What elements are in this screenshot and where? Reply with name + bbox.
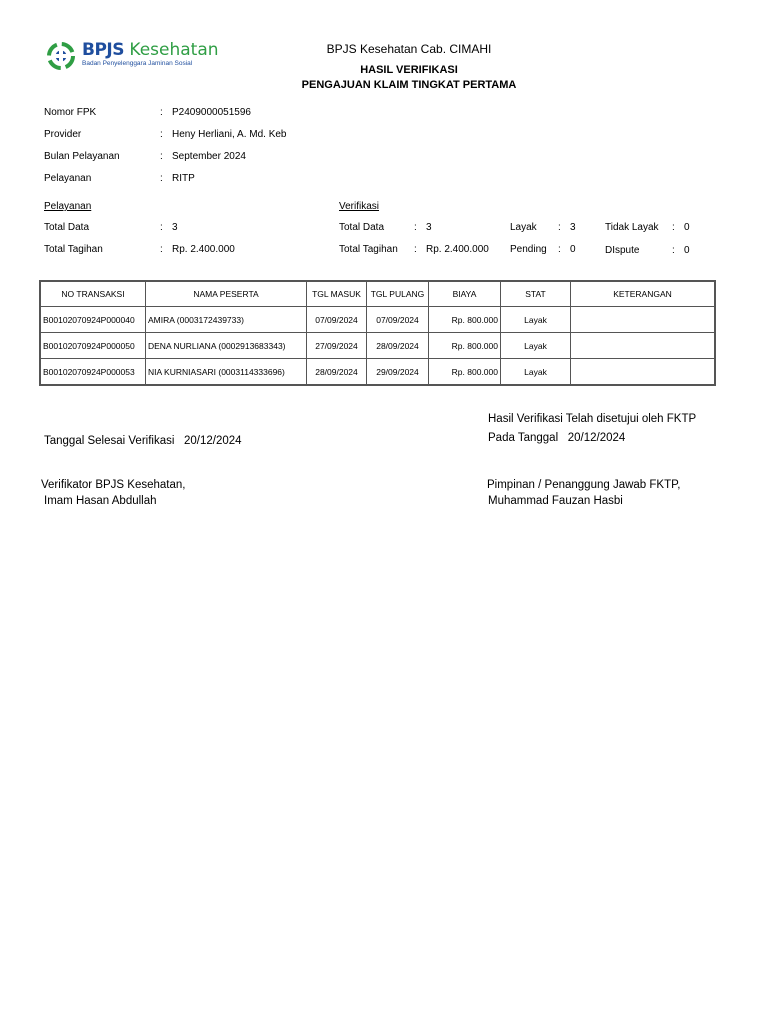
- provider-value: Heny Herliani, A. Md. Keb: [172, 129, 287, 140]
- table-row: [41, 307, 715, 333]
- table-header-row: [41, 282, 715, 307]
- cell-tgl-masuk: 07/09/2024: [307, 307, 367, 333]
- header-keterangan: KETERANGAN: [571, 282, 715, 307]
- colon: :: [558, 244, 561, 255]
- colon: :: [160, 107, 163, 118]
- tidak-layak-value: 0: [684, 222, 690, 233]
- cell-stat: Layak: [501, 307, 571, 333]
- pelayanan-value: RITP: [172, 173, 195, 184]
- colon: :: [160, 151, 163, 162]
- pada-tanggal-value: 20/12/2024: [567, 432, 626, 444]
- cell-keterangan: [571, 307, 715, 333]
- header-stat: STAT: [501, 282, 571, 307]
- cell-nama-peserta: NIA KURNIASARI (0003114333696): [146, 359, 307, 385]
- selesai-value: 20/12/2024: [184, 435, 242, 447]
- cell-biaya: Rp. 800.000: [429, 307, 501, 333]
- pel-total-data-label: Total Data: [44, 222, 90, 233]
- cell-tgl-masuk: 28/09/2024: [307, 359, 367, 385]
- cell-keterangan: [571, 359, 715, 385]
- ver-total-data-label: Total Data: [339, 222, 385, 233]
- cell-no-transaksi: B00102070924P000050: [41, 333, 146, 359]
- pel-total-tagihan-label: Total Tagihan: [44, 244, 103, 255]
- layak-value: 3: [570, 222, 576, 233]
- layak-label: Layak: [510, 222, 537, 233]
- verifikasi-section-title: Verifikasi: [339, 201, 380, 212]
- verifikator-name: Imam Hasan Abdullah: [44, 495, 157, 507]
- header-no-transaksi: NO TRANSAKSI: [41, 282, 146, 307]
- cell-tgl-pulang: 07/09/2024: [367, 307, 429, 333]
- verifikator-title: Verifikator BPJS Kesehatan,: [41, 479, 186, 491]
- cell-nama-peserta: DENA NURLIANA (0002913683343): [146, 333, 307, 359]
- cell-biaya: Rp. 800.000: [429, 359, 501, 385]
- header-tgl-pulang: TGL PULANG: [367, 282, 429, 307]
- cell-stat: Layak: [501, 359, 571, 385]
- cell-no-transaksi: B00102070924P000053: [41, 359, 146, 385]
- cell-nama-peserta: AMIRA (0003172439733): [146, 307, 307, 333]
- bulan-label: Bulan Pelayanan: [44, 151, 120, 162]
- cell-no-transaksi: B00102070924P000040: [41, 307, 146, 333]
- pel-total-data-value: 3: [172, 222, 178, 233]
- cell-tgl-masuk: 27/09/2024: [307, 333, 367, 359]
- ver-total-tagihan-label: Total Tagihan: [339, 244, 398, 255]
- cell-keterangan: [571, 333, 715, 359]
- colon: :: [672, 222, 675, 233]
- ver-total-tagihan-value: Rp. 2.400.000: [426, 244, 489, 255]
- pimpinan-name: Muhammad Fauzan Hasbi: [488, 495, 623, 507]
- colon: :: [414, 244, 417, 255]
- document-subtitle: PENGAJUAN KLAIM TINGKAT PERTAMA: [301, 79, 517, 91]
- pimpinan-title: Pimpinan / Penanggung Jawab FKTP,: [487, 479, 681, 491]
- transaction-table: [40, 281, 715, 385]
- approval-date-line: [488, 432, 625, 444]
- colon: :: [160, 173, 163, 184]
- completion-date-line: [44, 435, 242, 447]
- colon: :: [558, 222, 561, 233]
- dispute-value: 0: [684, 245, 690, 256]
- cell-biaya: Rp. 800.000: [429, 333, 501, 359]
- pending-value: 0: [570, 244, 576, 255]
- selesai-label: Tanggal Selesai Verifikasi: [44, 435, 175, 447]
- dispute-label: DIspute: [605, 245, 640, 256]
- tidak-layak-label: Tidak Layak: [605, 222, 659, 233]
- header-biaya: BIAYA: [429, 282, 501, 307]
- table-row: [41, 333, 715, 359]
- pending-label: Pending: [510, 244, 547, 255]
- ver-total-data-value: 3: [426, 222, 432, 233]
- colon: :: [160, 244, 163, 255]
- provider-label: Provider: [44, 129, 82, 140]
- brand-primary: BPJS: [82, 40, 124, 60]
- pelayanan-label: Pelayanan: [44, 173, 92, 184]
- header-tgl-masuk: TGL MASUK: [307, 282, 367, 307]
- brand-secondary: Kesehatan: [129, 40, 219, 60]
- pel-total-tagihan-value: Rp. 2.400.000: [172, 244, 235, 255]
- nomor-fpk-label: Nomor FPK: [44, 107, 97, 118]
- pada-tanggal-label: Pada Tanggal: [488, 432, 559, 444]
- cell-stat: Layak: [501, 333, 571, 359]
- cell-tgl-pulang: 29/09/2024: [367, 359, 429, 385]
- document-title: HASIL VERIFIKASI: [360, 64, 458, 76]
- colon: :: [160, 129, 163, 140]
- colon: :: [672, 245, 675, 256]
- bulan-value: September 2024: [172, 151, 246, 162]
- header-nama-peserta: NAMA PESERTA: [146, 282, 307, 307]
- nomor-fpk-value: P2409000051596: [172, 107, 251, 118]
- table-row: [41, 359, 715, 385]
- cell-tgl-pulang: 28/09/2024: [367, 333, 429, 359]
- approval-statement: Hasil Verifikasi Telah disetujui oleh FKTP: [488, 413, 697, 425]
- branch-name: BPJS Kesehatan Cab. CIMAHI: [326, 42, 492, 56]
- colon: :: [160, 222, 163, 233]
- brand-tagline: Badan Penyelenggara Jaminan Sosial: [82, 60, 193, 67]
- pelayanan-section-title: Pelayanan: [44, 201, 92, 212]
- colon: :: [414, 222, 417, 233]
